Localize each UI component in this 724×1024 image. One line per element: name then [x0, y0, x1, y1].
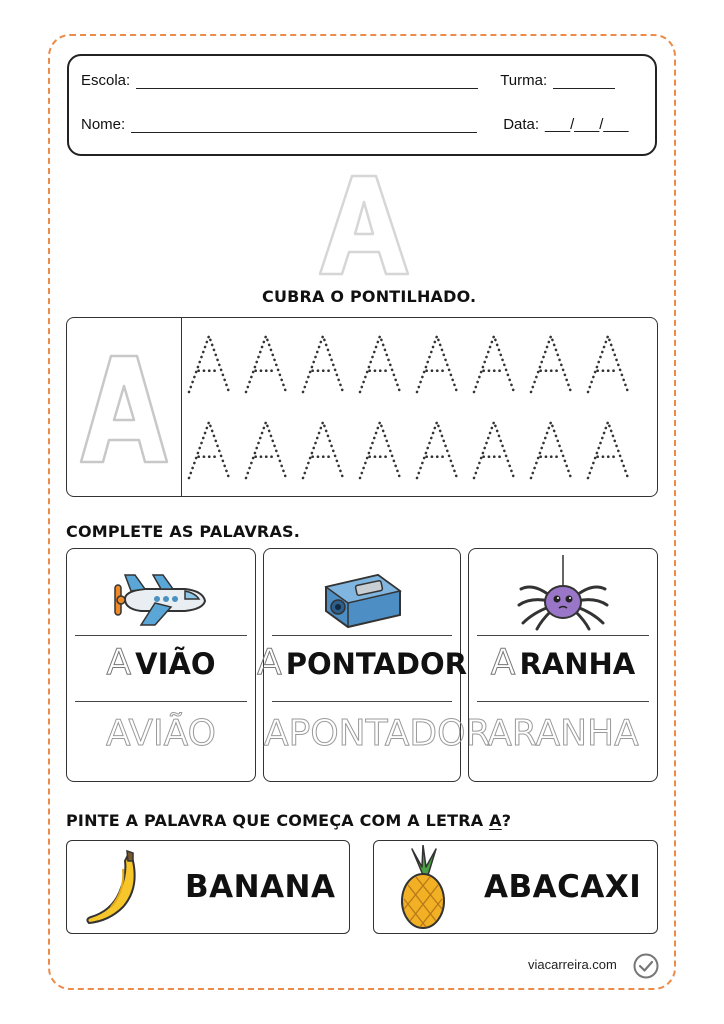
pick-title-end: ?: [501, 811, 512, 830]
card-middle-line: [272, 701, 452, 702]
word-ending: PONTADOR: [285, 647, 467, 681]
dotted-letter[interactable]: [189, 422, 229, 478]
choice-word: ABACAXI: [484, 869, 642, 905]
pick-title-letter: A: [489, 811, 502, 830]
word-card-apontador: [257, 548, 491, 782]
banana-icon: [83, 849, 143, 927]
dotted-letter[interactable]: [246, 336, 286, 392]
word-to-complete[interactable]: [67, 643, 255, 683]
dotted-letter[interactable]: [474, 336, 514, 392]
dotted-letter[interactable]: [588, 336, 628, 392]
choice-abacaxi[interactable]: [373, 840, 658, 934]
card-middle-line: [75, 701, 247, 702]
pick-title-text: PINTE A PALAVRA QUE COMEÇA COM A LETRA: [66, 811, 490, 830]
dotted-letter[interactable]: [189, 336, 229, 392]
student-info-header: [67, 54, 657, 156]
trace-section-title: CUBRA O PONTILHADO.: [262, 287, 477, 306]
word-card-aviao: [66, 548, 256, 782]
dotted-letter[interactable]: [474, 422, 514, 478]
dotted-letter[interactable]: [417, 336, 457, 392]
complete-section-title: COMPLETE AS PALAVRAS.: [66, 522, 301, 541]
date-field[interactable]: ___/___/___: [545, 116, 629, 133]
dotted-word-trace[interactable]: APONTADOR: [264, 713, 491, 754]
turma-label: Turma:: [500, 72, 548, 89]
card-middle-line: [477, 701, 649, 702]
dotted-letter-grid[interactable]: [183, 318, 655, 494]
airplane-icon: [111, 569, 211, 631]
word-to-complete[interactable]: [469, 643, 657, 683]
card-top-line: [477, 635, 649, 636]
escola-label: Escola:: [81, 72, 131, 89]
dotted-letter[interactable]: [303, 422, 343, 478]
dotted-letter[interactable]: [531, 336, 571, 392]
nome-field[interactable]: [131, 118, 477, 133]
spider-icon: [515, 555, 611, 631]
model-letter-a-outline: [79, 350, 171, 468]
card-top-line: [272, 635, 452, 636]
trace-box-divider: [181, 318, 182, 496]
trace-box: [66, 317, 658, 497]
dotted-first-letter[interactable]: A: [490, 642, 516, 683]
dotted-letter[interactable]: [531, 422, 571, 478]
data-label: Data:: [503, 116, 540, 133]
turma-field[interactable]: [553, 74, 615, 89]
big-letter-a-outline: [316, 170, 412, 280]
card-top-line: [75, 635, 247, 636]
word-card-aranha: [468, 548, 658, 782]
pencil-sharpener-icon: [320, 565, 406, 631]
word-to-complete[interactable]: [257, 642, 467, 683]
choice-word: BANANA: [185, 869, 336, 905]
check-circle-icon: [632, 952, 660, 980]
nome-label: Nome:: [81, 116, 126, 133]
footer-site[interactable]: viacarreira.com: [528, 957, 617, 972]
escola-field[interactable]: [136, 74, 478, 89]
dotted-letter[interactable]: [303, 336, 343, 392]
dotted-word-trace[interactable]: ARANHA: [487, 713, 639, 754]
dotted-letter[interactable]: [417, 422, 457, 478]
dotted-word-trace[interactable]: AVIÃO: [106, 713, 216, 754]
dotted-letter[interactable]: [360, 422, 400, 478]
dotted-first-letter[interactable]: A: [257, 642, 282, 683]
dotted-letter[interactable]: [360, 336, 400, 392]
dotted-first-letter[interactable]: A: [106, 642, 132, 683]
pineapple-icon: [398, 845, 448, 931]
word-ending: VIÃO: [135, 647, 216, 681]
dotted-letter[interactable]: [246, 422, 286, 478]
dotted-letter[interactable]: [588, 422, 628, 478]
pick-section-title: [66, 811, 511, 830]
word-ending: RANHA: [519, 647, 636, 681]
choice-banana[interactable]: [66, 840, 350, 934]
